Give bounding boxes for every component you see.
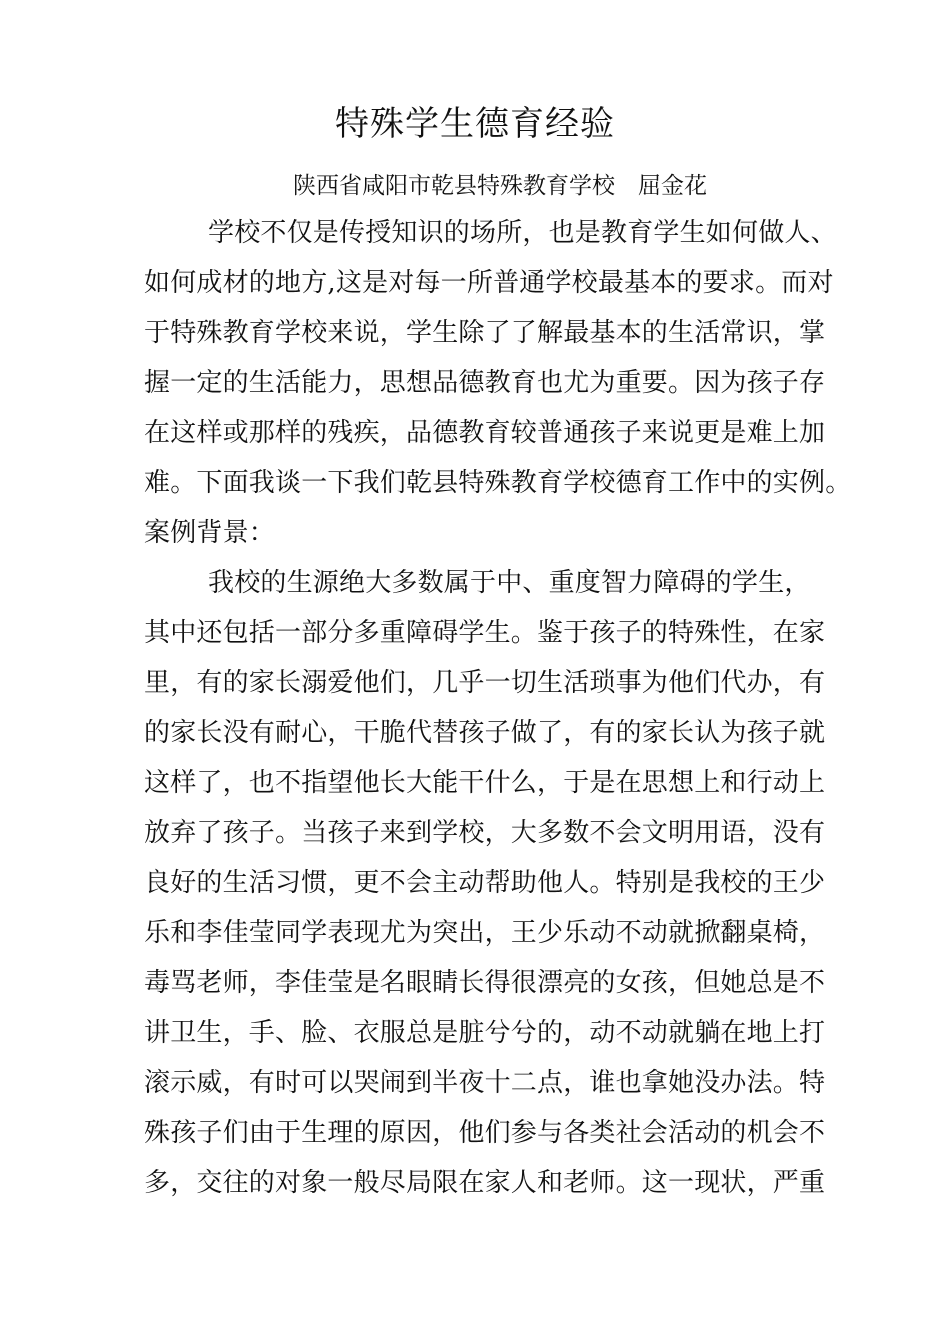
paragraph-line: 我校的生源绝大多数属于中、重度智力障碍的学生， — [208, 568, 811, 598]
paragraph-line: 其中还包括一部分多重障碍学生。鉴于孩子的特殊性，在家 — [144, 618, 826, 648]
paragraph-line: 的家长没有耐心，干脆代替孩子做了，有的家长认为孩子就 — [144, 718, 826, 748]
paragraph-line: 如何成材的地方,这是对每一所普通学校最基本的要求。而对 — [144, 268, 834, 298]
paragraph-line: 放弃了孩子。当孩子来到学校，大多数不会文明用语，没有 — [144, 818, 826, 848]
paragraph-line: 滚示威，有时可以哭闹到半夜十二点，谁也拿她没办法。特 — [144, 1068, 826, 1098]
author-byline: 陕西省咸阳市乾县特殊教育学校 屈金花 — [293, 173, 707, 199]
paragraph-line: 学校不仅是传授知识的场所，也是教育学生如何做人、 — [208, 218, 837, 248]
document-title: 特殊学生德育经验 — [335, 104, 615, 144]
paragraph-line: 难。下面我谈一下我们乾县特殊教育学校德育工作中的实例。 — [144, 468, 852, 498]
paragraph-line: 这样了，也不指望他长大能干什么，于是在思想上和行动上 — [144, 768, 826, 798]
paragraph-line: 里，有的家长溺爱他们，几乎一切生活琐事为他们代办，有 — [144, 668, 826, 698]
paragraph-line: 毒骂老师，李佳莹是名眼睛长得很漂亮的女孩，但她总是不 — [144, 968, 826, 998]
paragraph-line: 于特殊教育学校来说，学生除了了解最基本的生活常识，掌 — [144, 318, 826, 348]
paragraph-line: 乐和李佳莹同学表现尤为突出，王少乐动不动就掀翻桌椅， — [144, 918, 826, 948]
paragraph-line: 良好的生活习惯，更不会主动帮助他人。特别是我校的王少 — [144, 868, 826, 898]
paragraph-line: 多，交往的对象一般尽局限在家人和老师。这一现状，严重 — [144, 1168, 826, 1198]
paragraph-line: 殊孩子们由于生理的原因，他们参与各类社会活动的机会不 — [144, 1118, 826, 1148]
paragraph-line: 在这样或那样的残疾，品德教育较普通孩子来说更是难上加 — [144, 418, 826, 448]
paragraph-line: 握一定的生活能力，思想品德教育也尤为重要。因为孩子存 — [144, 368, 826, 398]
paragraph-line: 讲卫生，手、脸、衣服总是脏兮兮的，动不动就躺在地上打 — [144, 1018, 826, 1048]
section-heading: 案例背景： — [144, 518, 276, 548]
